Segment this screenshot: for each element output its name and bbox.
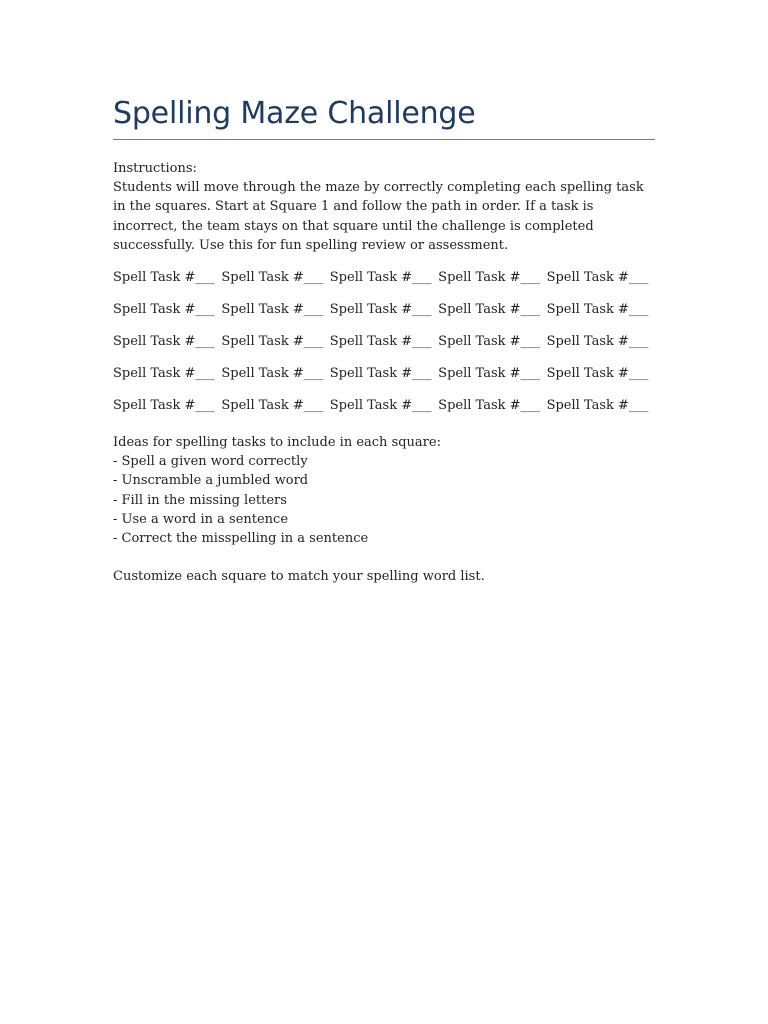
closing-note: Customize each square to match your spelling word list. (113, 569, 485, 585)
ideas-list-item: - Use a word in a sentence (113, 511, 289, 527)
spell-task-cell: Spell Task #___ (221, 270, 324, 286)
spell-task-cell: Spell Task #___ (438, 302, 541, 318)
spell-task-cell: Spell Task #___ (546, 334, 649, 350)
spell-task-cell: Spell Task #___ (329, 270, 432, 286)
spell-task-cell: Spell Task #___ (221, 334, 324, 350)
ideas-list-item: - Spell a given word correctly (113, 454, 308, 470)
title-underline (113, 139, 655, 140)
ideas-list-item: - Unscramble a jumbled word (113, 473, 309, 489)
spell-task-cell: Spell Task #___ (438, 398, 541, 414)
spell-task-cell: Spell Task #___ (546, 366, 649, 382)
spell-task-cell: Spell Task #___ (113, 334, 215, 350)
spell-task-cell: Spell Task #___ (438, 270, 541, 286)
ideas-list-item: - Fill in the missing letters (113, 492, 287, 508)
spell-task-cell: Spell Task #___ (546, 270, 649, 286)
spell-task-cell: Spell Task #___ (438, 334, 541, 350)
grid-row (113, 364, 655, 383)
instructions-section (113, 159, 655, 255)
grid-row (113, 268, 655, 287)
spell-task-cell: Spell Task #___ (329, 398, 432, 414)
spell-task-cell: Spell Task #___ (329, 334, 432, 350)
ideas-list-item: - Correct the misspelling in a sentence (113, 531, 369, 547)
spell-task-cell: Spell Task #___ (113, 302, 215, 318)
grid-row (113, 300, 655, 319)
spell-task-grid (113, 268, 655, 415)
spell-task-cell: Spell Task #___ (113, 270, 215, 286)
spell-task-cell: Spell Task #___ (221, 398, 324, 414)
ideas-heading: Ideas for spelling tasks to include in each square: (113, 435, 441, 451)
spell-task-cell: Spell Task #___ (329, 366, 432, 382)
grid-row (113, 332, 655, 351)
spell-task-cell: Spell Task #___ (546, 398, 649, 414)
spell-task-cell: Spell Task #___ (329, 302, 432, 318)
spell-task-cell: Spell Task #___ (438, 366, 541, 382)
ideas-section (113, 433, 655, 548)
instructions-heading: Instructions: (113, 161, 197, 176)
instructions-body: Students will move through the maze by correctly completing each spelling task in the squares. Start at Square 1 and follow the path in order. If a task is incorrect, the team stays on that square until the challenge is completed successfully. Use this for fun spelling review or assessment. (113, 180, 644, 253)
spell-task-cell: Spell Task #___ (113, 398, 215, 414)
spell-task-cell: Spell Task #___ (546, 302, 649, 318)
document-page (113, 95, 655, 586)
grid-row (113, 396, 655, 415)
spell-task-cell: Spell Task #___ (221, 302, 324, 318)
spell-task-cell: Spell Task #___ (113, 366, 215, 382)
spell-task-cell: Spell Task #___ (221, 366, 324, 382)
document-title: Spelling Maze Challenge (113, 96, 476, 131)
